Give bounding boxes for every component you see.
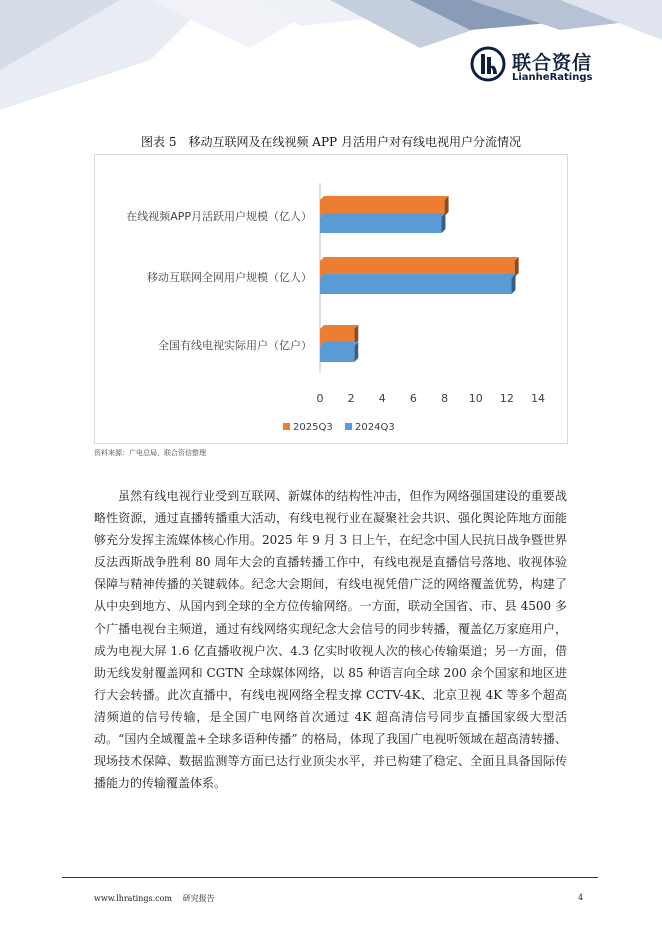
x-tick-label: 8 <box>441 392 449 405</box>
x-tick-label: 10 <box>468 392 483 405</box>
category-label: 在线视频APP月活跃用户规模（亿人） <box>126 210 312 223</box>
footer-info <box>94 893 223 904</box>
legend-label: 2025Q3 <box>293 422 333 433</box>
x-tick-label: 12 <box>499 392 514 405</box>
bar-top-face <box>320 325 358 329</box>
category-label: 移动互联网全网用户规模（亿人） <box>147 271 312 284</box>
legend-swatch <box>345 423 352 430</box>
bar-chart <box>95 155 567 443</box>
legend-label: 2024Q3 <box>355 422 395 433</box>
footer-divider <box>62 877 598 878</box>
bar-2024Q3 <box>320 346 354 362</box>
chart-container <box>94 154 568 444</box>
figure-source: 资料来源：广电总局，联合资信整理 <box>94 449 206 457</box>
bar-2024Q3 <box>320 217 441 233</box>
bar-top-face <box>320 196 449 200</box>
category-label: 全国有线电视实际用户（亿户） <box>158 339 312 352</box>
body-paragraph: 虽然有线电视行业受到互联网、新媒体的结构性冲击，但作为网络强国建设的重要战略性资源，通过直播转播重大活动，有线电视行业在凝聚社会共识、强化舆论阵地方面能够充分发挥主流媒体核心作用。2025 年 9 月 3 日上午，在纪念中国人民抗日战争暨世界反法西斯战争胜利 80 周年大会的直播转播工作中，有线电视是直播信号落地、收视体验保障与精神传播的关键载体。纪念大会期间，有线电视凭借广泛的网络覆盖优势，构建了从中央到地方、从国内到全球的全方位传输网络。一方面，联动全国省、市、县 4500 多个广播电视台主频道，通过有线网络实现纪念大会信号的同步转播，覆盖亿万家庭用户，成为电视大屏 1.6 亿直播收视户次、4.3 亿实时收视人次的核心传输渠道；另一方面，借助无线发射覆盖网和 CGTN 全球媒体网络，以 85 种语言向全球 200 余个国家和地区进行大会转播。此次直播中，有线电视网络全程支撑 CCTV-4K、北京卫视 4K 等多个超高清频道的信号传输，是全国广电网络首次通过 4K 超高清信号同步直播国家级大型活动。“国内全域覆盖+全球多语种传播” 的格局，体现了我国广电视听领域在超高清转播、现场技术保障、数据监测等方面已达行业顶尖水平，并已构建了稳定、全面且具备国际传播能力的传输覆盖体系。 <box>94 489 567 791</box>
lianhe-logo-icon <box>470 46 506 82</box>
bar-2024Q3 <box>320 278 512 294</box>
figure-caption: 图表 5 移动互联网及在线视频 APP 月活用户对有线电视用户分流情况 <box>141 135 521 149</box>
company-logo <box>470 46 600 90</box>
bar-top-face <box>320 213 445 217</box>
footer-report-type: 研究报告 <box>182 894 215 903</box>
bar-top-face <box>320 342 358 346</box>
footer-website: www.lhratings.com <box>94 894 173 903</box>
legend-swatch <box>283 423 290 430</box>
x-tick-label: 14 <box>531 392 545 405</box>
x-tick-label: 6 <box>409 392 417 405</box>
x-tick-label: 4 <box>378 392 386 405</box>
logo-chinese-name: 联合资信 <box>512 52 593 74</box>
bar-top-face <box>320 274 516 278</box>
logo-english-name: LianheRatings <box>512 72 593 83</box>
page-number: 4 <box>578 893 584 902</box>
x-tick-label: 2 <box>347 392 355 405</box>
bar-top-face <box>320 257 519 261</box>
x-tick-label: 0 <box>316 392 324 405</box>
